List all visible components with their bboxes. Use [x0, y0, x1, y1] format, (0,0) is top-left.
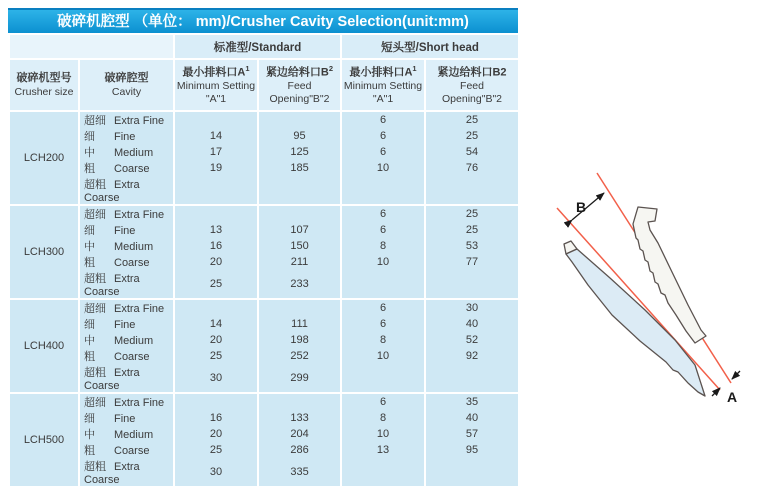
cavity-cn-label: 中: [84, 335, 95, 347]
cavity-en-label: Fine: [114, 413, 136, 425]
cavity-cn-label: 超细: [84, 209, 106, 221]
cavity-en-label: Extra Fine: [114, 115, 165, 127]
table-row: [9, 426, 519, 442]
std-feed-opening-value: 198: [258, 332, 341, 348]
sh-feed-opening-value: 35: [425, 393, 519, 410]
std-feed-opening-value: 150: [258, 238, 341, 254]
std-feed-opening-value: 185: [258, 160, 341, 176]
sh-feed-opening-value: [425, 364, 519, 393]
table-row: [9, 176, 519, 205]
cavity-en-label: Medium: [114, 147, 154, 159]
sh-min-setting-value: 13: [341, 442, 425, 458]
cavity-cell: [79, 410, 174, 426]
std-min-setting-value: 25: [174, 348, 258, 364]
table-row: [9, 316, 519, 332]
sh-feed-opening-value: [425, 270, 519, 299]
crusher-model-cell: LCH400: [9, 299, 79, 393]
table-row: [9, 222, 519, 238]
table-row: [9, 393, 519, 410]
cavity-en-label: Extra Coarse: [84, 273, 140, 298]
sh-feed-opening-value: 92: [425, 348, 519, 364]
cavity-cell: [79, 364, 174, 393]
cavity-en-label: Fine: [114, 225, 136, 237]
column-header-crusher-size: [9, 59, 79, 111]
header-en-text: Opening"B"2: [442, 92, 503, 105]
std-feed-opening-value: [258, 393, 341, 410]
table-row: [9, 238, 519, 254]
std-min-setting-value: 25: [174, 442, 258, 458]
header-cn-text: 破碎机型号: [16, 72, 72, 85]
std-min-setting-value: 13: [174, 222, 258, 238]
sh-feed-opening-value: 25: [425, 222, 519, 238]
cavity-cell: [79, 160, 174, 176]
std-feed-opening-value: 211: [258, 254, 341, 270]
cavity-cn-label: 中: [84, 429, 95, 441]
cavity-cn-label: 中: [84, 241, 95, 253]
sh-min-setting-value: 6: [341, 222, 425, 238]
header-cn-text: 最小排料口$A^1$: [349, 63, 417, 79]
sh-feed-opening-value: 52: [425, 332, 519, 348]
table-row: [9, 348, 519, 364]
table-row: [9, 128, 519, 144]
cavity-cell: [79, 205, 174, 222]
cavity-cell: [79, 458, 174, 486]
sh-feed-opening-value: 54: [425, 144, 519, 160]
cavity-cell: [79, 238, 174, 254]
std-feed-opening-value: [258, 176, 341, 205]
header-en-text: Minimum Setting: [343, 79, 423, 92]
cavity-en-label: Extra Fine: [114, 397, 165, 409]
std-min-setting-value: [174, 205, 258, 222]
table-title: 破碎机腔型 （单位： mm)/Crusher Cavity Selection(unit:mm): [8, 8, 518, 33]
sh-min-setting-value: 6: [341, 316, 425, 332]
std-feed-opening-value: 125: [258, 144, 341, 160]
cavity-cn-label: 粗: [84, 163, 95, 175]
cavity-cell: [79, 348, 174, 364]
header-en-text: Opening"B"2: [269, 92, 330, 105]
std-min-setting-value: 16: [174, 410, 258, 426]
group-header-row: [9, 35, 519, 59]
sh-feed-opening-value: 40: [425, 410, 519, 426]
cavity-en-label: Extra Fine: [114, 303, 165, 315]
label-b: B: [575, 199, 587, 215]
crusher-model-cell: LCH500: [9, 393, 79, 486]
sh-min-setting-value: 6: [341, 111, 425, 128]
table-row: [9, 205, 519, 222]
table-row: [9, 410, 519, 426]
header-cn-text: 紧边给料口B2: [437, 66, 507, 79]
cavity-en-label: Extra Coarse: [84, 461, 140, 486]
sh-feed-opening-value: 57: [425, 426, 519, 442]
group-header-empty-cell: [9, 35, 174, 59]
group-header-short-head: 短头型/Short head: [341, 35, 519, 59]
sh-min-setting-value: 10: [341, 348, 425, 364]
sh-min-setting-value: 8: [341, 238, 425, 254]
table-row: [9, 332, 519, 348]
table-row: [9, 270, 519, 299]
sh-feed-opening-value: 25: [425, 111, 519, 128]
cavity-en-label: Extra Coarse: [84, 367, 140, 392]
std-feed-opening-value: 133: [258, 410, 341, 426]
header-cn-text: 紧边给料口$B^2$: [265, 63, 334, 79]
sh-min-setting-value: [341, 176, 425, 205]
column-header-sh-feed-opening: [425, 59, 519, 111]
cavity-cn-label: 细: [84, 225, 95, 237]
sh-min-setting-value: 6: [341, 144, 425, 160]
sh-min-setting-value: 6: [341, 299, 425, 316]
std-min-setting-value: 20: [174, 254, 258, 270]
sh-feed-opening-value: 30: [425, 299, 519, 316]
header-en-text: Crusher size: [14, 85, 74, 98]
sh-min-setting-value: 8: [341, 332, 425, 348]
std-feed-opening-value: 233: [258, 270, 341, 299]
cavity-en-label: Extra Fine: [114, 209, 165, 221]
sh-min-setting-value: [341, 270, 425, 299]
cavity-en-label: Extra Coarse: [84, 179, 140, 204]
table-row: [9, 144, 519, 160]
cavity-cell: [79, 254, 174, 270]
sh-feed-opening-value: 25: [425, 128, 519, 144]
table-row: [9, 160, 519, 176]
cavity-diagram-svg: [545, 148, 765, 440]
std-min-setting-value: 16: [174, 238, 258, 254]
cavity-cn-label: 超细: [84, 303, 106, 315]
cavity-cn-label: 细: [84, 131, 95, 143]
cavity-cell: [79, 442, 174, 458]
std-min-setting-value: 20: [174, 332, 258, 348]
cavity-cell: [79, 316, 174, 332]
header-cn-text: 最小排料口$A^1$: [182, 63, 250, 79]
cavity-cell: [79, 111, 174, 128]
header-cn-text: 破碎腔型: [104, 72, 149, 85]
cavity-en-label: Coarse: [114, 351, 150, 363]
std-feed-opening-value: [258, 111, 341, 128]
table-row: [9, 442, 519, 458]
std-min-setting-value: 19: [174, 160, 258, 176]
cavity-cn-label: 细: [84, 319, 95, 331]
crusher-model-cell: LCH200: [9, 111, 79, 205]
std-feed-opening-value: 252: [258, 348, 341, 364]
label-a: A: [726, 389, 738, 405]
std-feed-opening-value: 204: [258, 426, 341, 442]
std-min-setting-value: [174, 393, 258, 410]
sh-feed-opening-value: 77: [425, 254, 519, 270]
cavity-cn-label: 粗: [84, 257, 95, 269]
sh-min-setting-value: 10: [341, 426, 425, 442]
sh-min-setting-value: 10: [341, 160, 425, 176]
cavity-cell: [79, 270, 174, 299]
header-en-text: "A"1: [205, 92, 227, 105]
cavity-cell: [79, 332, 174, 348]
sh-min-setting-value: [341, 458, 425, 486]
std-min-setting-value: 14: [174, 316, 258, 332]
crusher-model-cell: LCH300: [9, 205, 79, 299]
std-min-setting-value: [174, 111, 258, 128]
header-en-text: Feed: [460, 79, 484, 92]
header-en-text: "A"1: [372, 92, 394, 105]
cavity-cell: [79, 128, 174, 144]
sh-min-setting-value: 8: [341, 410, 425, 426]
sh-feed-opening-value: 95: [425, 442, 519, 458]
cavity-cross-section-diagram: [545, 148, 765, 440]
header-en-text: Cavity: [111, 85, 142, 98]
sh-feed-opening-value: 40: [425, 316, 519, 332]
std-min-setting-value: 14: [174, 128, 258, 144]
cavity-en-label: Medium: [114, 335, 154, 347]
cavity-cn-label: 超粗: [84, 461, 106, 473]
std-min-setting-value: [174, 176, 258, 205]
std-feed-opening-value: 299: [258, 364, 341, 393]
cavity-en-label: Coarse: [114, 445, 150, 457]
std-min-setting-value: 25: [174, 270, 258, 299]
cavity-cn-label: 超粗: [84, 179, 106, 191]
cavity-cn-label: 粗: [84, 445, 95, 457]
cavity-cell: [79, 393, 174, 410]
std-min-setting-value: 30: [174, 364, 258, 393]
std-min-setting-value: 30: [174, 458, 258, 486]
std-feed-opening-value: [258, 299, 341, 316]
std-min-setting-value: 20: [174, 426, 258, 442]
std-feed-opening-value: [258, 205, 341, 222]
dimension-arrow-a-upper: [732, 371, 740, 379]
crusher-cavity-table-section: [8, 8, 518, 486]
dimension-arrow-a-lower: [712, 388, 720, 396]
column-header-std-min-setting: [174, 59, 258, 111]
cavity-en-label: Coarse: [114, 163, 150, 175]
sh-feed-opening-value: 53: [425, 238, 519, 254]
header-en-text: Feed: [287, 79, 312, 92]
cavity-cn-label: 粗: [84, 351, 95, 363]
std-feed-opening-value: 111: [258, 316, 341, 332]
std-min-setting-value: 17: [174, 144, 258, 160]
sh-feed-opening-value: 76: [425, 160, 519, 176]
cavity-cell: [79, 222, 174, 238]
cavity-cell: [79, 426, 174, 442]
cavity-cn-label: 超细: [84, 115, 106, 127]
table-row: [9, 299, 519, 316]
table-row: [9, 254, 519, 270]
column-header-row: [9, 59, 519, 111]
sh-min-setting-value: 6: [341, 128, 425, 144]
sh-feed-opening-value: 25: [425, 205, 519, 222]
sh-min-setting-value: 6: [341, 393, 425, 410]
cavity-cn-label: 超细: [84, 397, 106, 409]
std-feed-opening-value: 95: [258, 128, 341, 144]
table-row: [9, 111, 519, 128]
header-en-text: Minimum Setting: [176, 79, 256, 92]
cavity-en-label: Fine: [114, 131, 136, 143]
cavity-cn-label: 超粗: [84, 367, 106, 379]
std-min-setting-value: [174, 299, 258, 316]
cavity-cell: [79, 144, 174, 160]
table-row: [9, 458, 519, 486]
cavity-en-label: Coarse: [114, 257, 150, 269]
cavity-en-label: Fine: [114, 319, 136, 331]
cavity-cell: [79, 299, 174, 316]
sh-min-setting-value: 6: [341, 205, 425, 222]
column-header-std-feed-opening: [258, 59, 341, 111]
std-feed-opening-value: 286: [258, 442, 341, 458]
cavity-cn-label: 超粗: [84, 273, 106, 285]
sh-feed-opening-value: [425, 176, 519, 205]
sh-min-setting-value: [341, 364, 425, 393]
std-feed-opening-value: 335: [258, 458, 341, 486]
column-header-cavity: [79, 59, 174, 111]
crusher-cavity-table: [8, 35, 520, 486]
std-feed-opening-value: 107: [258, 222, 341, 238]
cavity-cn-label: 细: [84, 413, 95, 425]
column-header-sh-min-setting: [341, 59, 425, 111]
sh-min-setting-value: 10: [341, 254, 425, 270]
cavity-en-label: Medium: [114, 241, 154, 253]
cavity-cell: [79, 176, 174, 205]
table-body: [9, 111, 519, 486]
group-header-standard: 标准型/Standard: [174, 35, 341, 59]
cavity-cn-label: 中: [84, 147, 95, 159]
sh-feed-opening-value: [425, 458, 519, 486]
table-row: [9, 364, 519, 393]
cavity-en-label: Medium: [114, 429, 154, 441]
